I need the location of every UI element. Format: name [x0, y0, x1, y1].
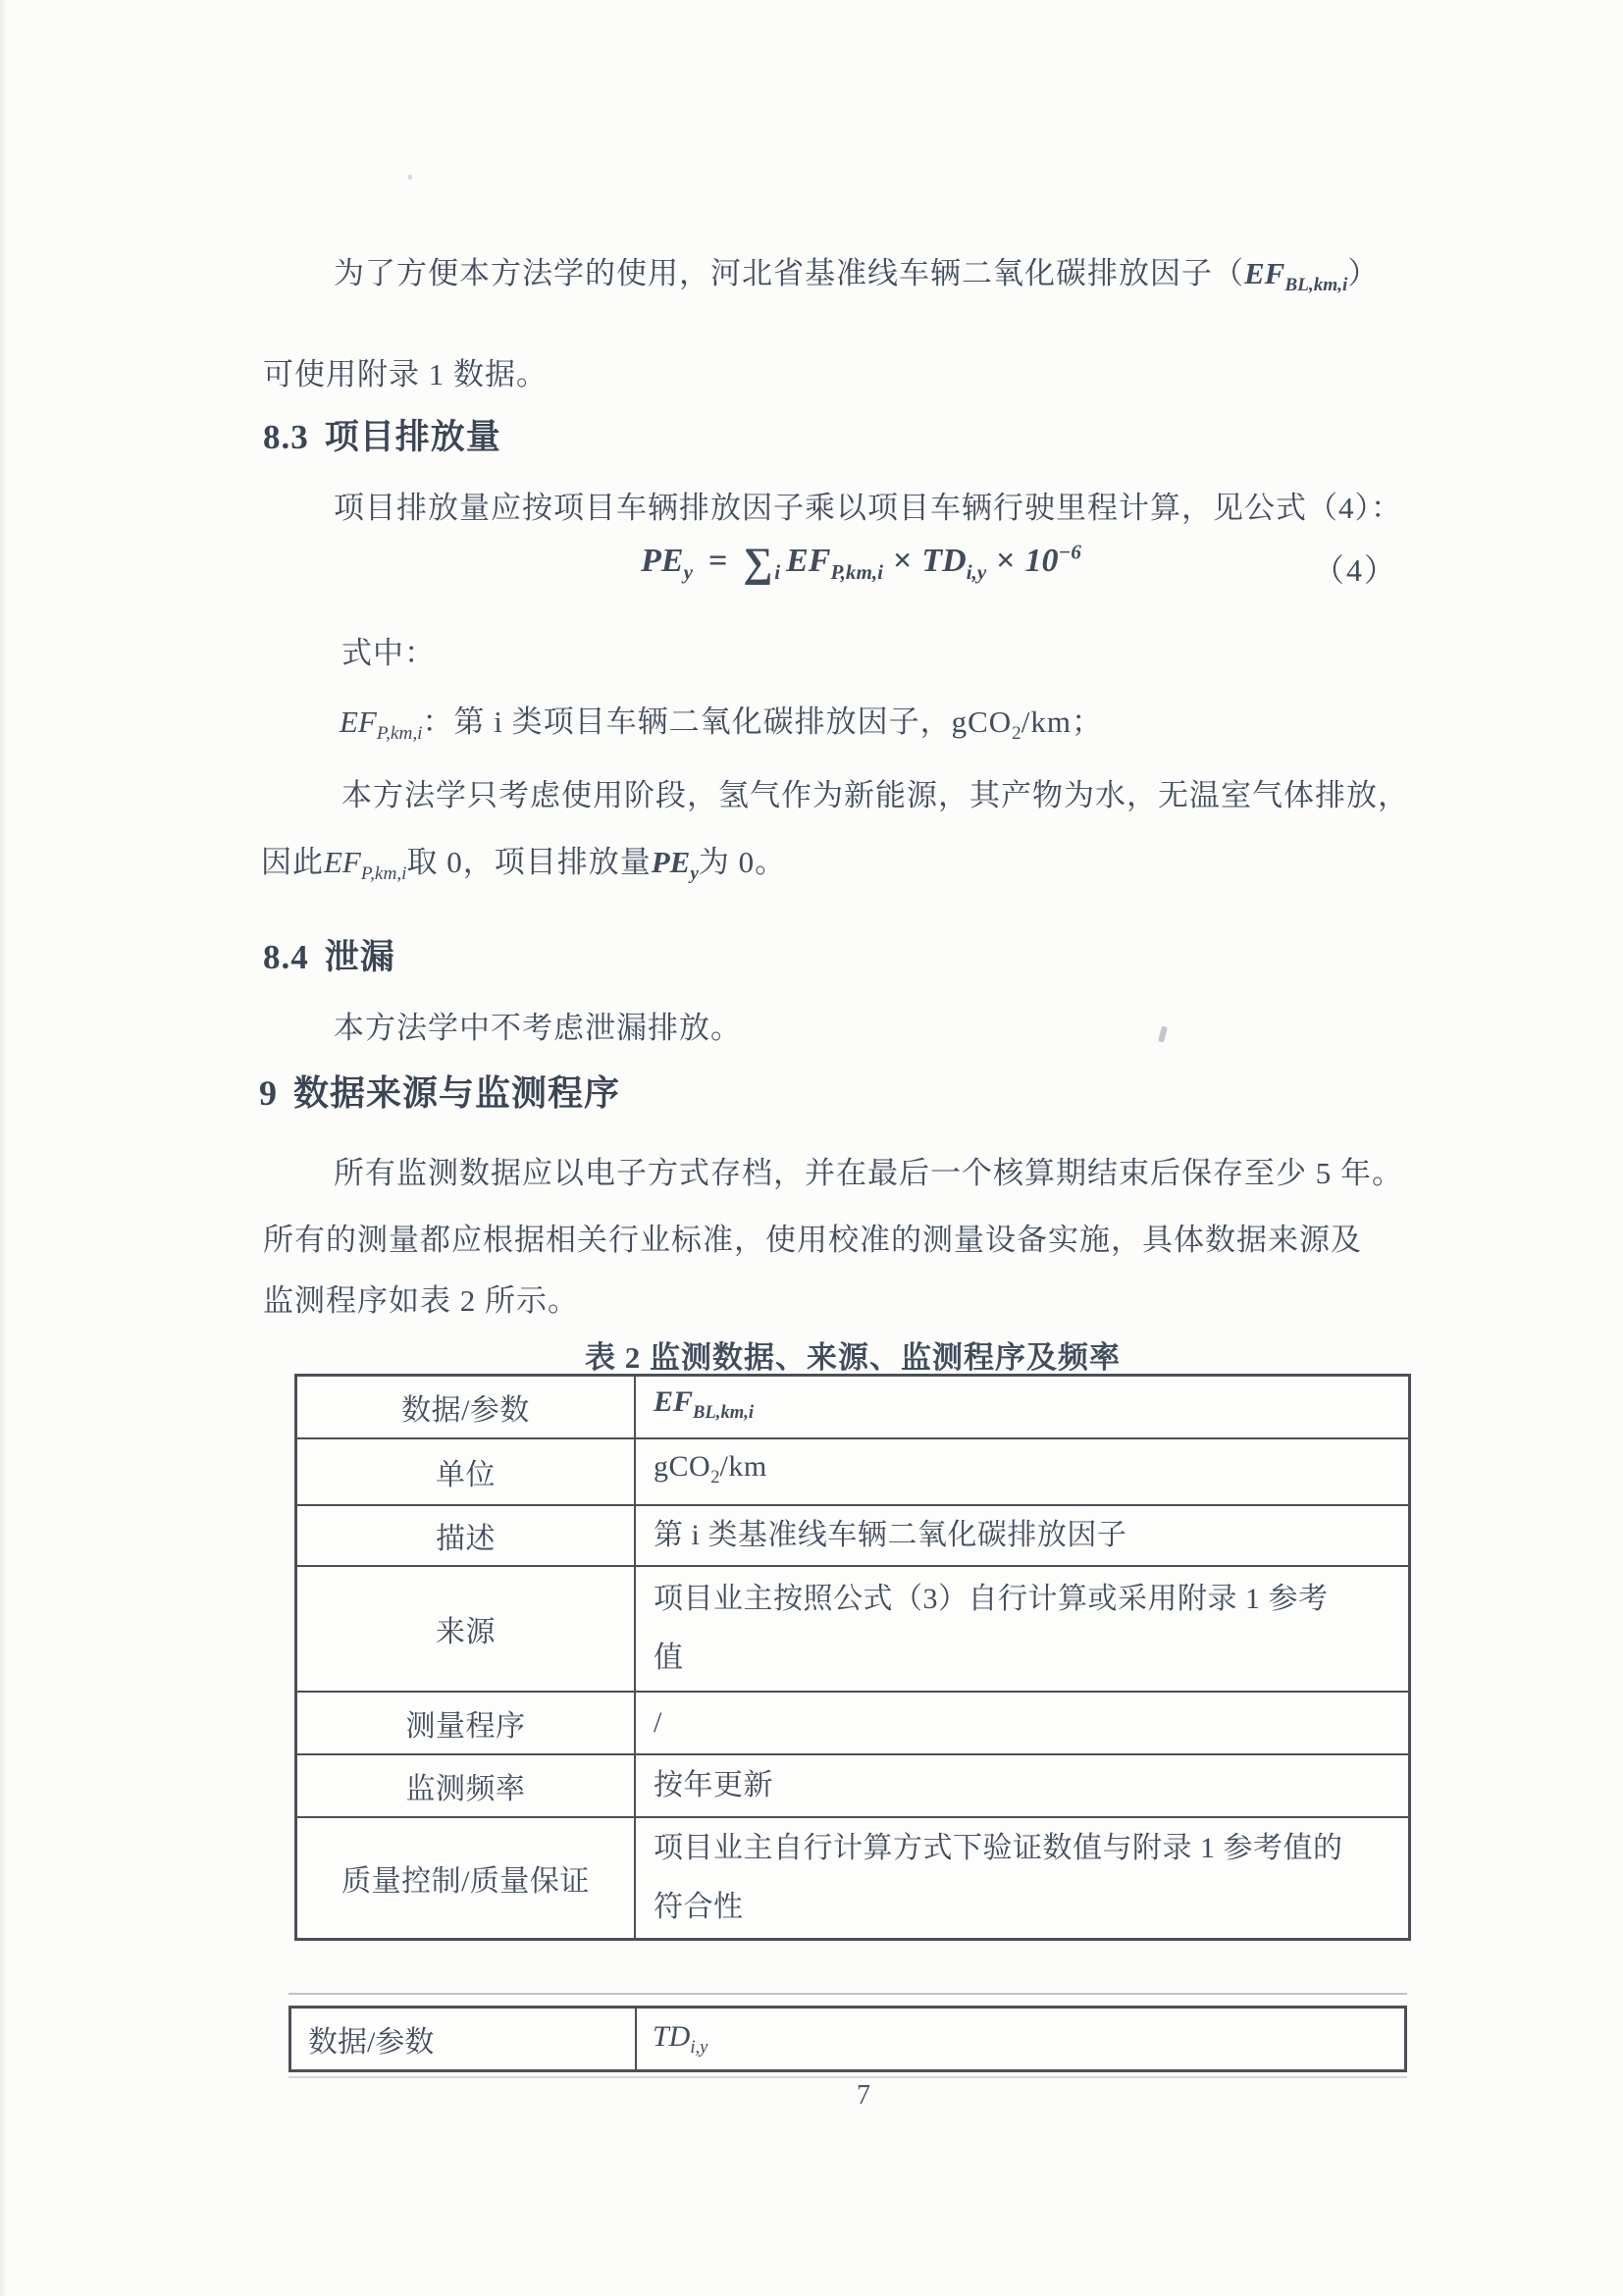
section-heading-9	[259, 1066, 620, 1116]
table-row	[297, 1753, 1408, 1816]
paragraph-intro-line1	[334, 248, 1379, 296]
row-value: 第 i 类基准线车辆二氧化碳排放因子	[654, 1519, 1127, 1551]
table-row	[297, 1816, 1408, 1938]
section-number: 8.4	[263, 938, 309, 976]
table-row	[297, 1565, 1408, 1691]
section-title: 项目排放量	[324, 418, 501, 456]
row-label: 来源	[297, 1567, 636, 1691]
table-row	[297, 1691, 1408, 1753]
section-number: 9	[259, 1073, 278, 1113]
intro-text: 为了方便本方法学的使用，河北省基准线车辆二氧化碳排放因子（	[334, 256, 1244, 290]
equals-sign: =	[707, 543, 728, 579]
formula-ef-bl: $EF_{BL,km,i}$	[654, 1384, 755, 1423]
row-label: 描述	[297, 1506, 636, 1565]
formula-pe-y: $PE_y$	[651, 845, 699, 885]
sigma-symbol: ∑	[743, 541, 773, 586]
row-label: 数据/参数	[297, 1377, 636, 1437]
scan-artifact	[1158, 1026, 1168, 1043]
table-row	[297, 1437, 1408, 1504]
scan-artifact-line	[288, 1993, 1407, 1995]
page-number: 7	[857, 2080, 870, 2111]
paragraph-9-line2: 所有的测量都应根据相关行业标准，使用校准的测量设备实施，具体数据来源及	[263, 1223, 1362, 1257]
paragraph-8-4: 本方法学中不考虑泄漏排放。	[334, 1011, 742, 1045]
table-2-title: 表 2 监测数据、来源、监测程序及频率	[585, 1340, 1121, 1375]
definition-ef-p: $EF_{P,km,i}$：第 i 类项目车辆二氧化碳排放因子，gCO$_2$/km；	[340, 704, 1103, 745]
row-label: 质量控制/质量保证	[297, 1818, 636, 1938]
paragraph-8-3: 项目排放量应按项目车辆排放因子乘以项目车辆行驶里程计算，见公式（4）：	[334, 491, 1402, 525]
table-row	[297, 1504, 1408, 1565]
equation-4: $PE_y = \sum_i$ $EF_{P,km,i} \times TD_{i,y} \times 10^{-6}$	[641, 540, 1081, 586]
section-title: 泄漏	[324, 938, 395, 976]
row-label: 测量程序	[297, 1693, 636, 1753]
section-heading-8-3	[263, 410, 501, 459]
scan-edge-shadow	[0, 0, 7, 2296]
scan-artifact-line	[288, 2076, 1407, 2078]
table-td-parameter	[288, 2006, 1407, 2072]
section-number: 8.3	[263, 418, 309, 456]
times-sign: ×	[996, 543, 1016, 579]
formula-td: $TD_{i,y}$	[653, 2019, 708, 2058]
row-value: 项目业主按照公式（3）自行计算或采用附录 1 参考 值	[654, 1583, 1329, 1674]
paragraph-note-line2: 因此$EF_{P,km,i}$取 0，项目排放量$PE_y$为 0。	[261, 845, 787, 885]
intro-close-paren: ）	[1347, 256, 1380, 290]
row-value: /	[654, 1706, 662, 1739]
row-value: 项目业主自行计算方式下验证数值与附录 1 参考值的 符合性	[654, 1832, 1343, 1923]
table-row	[297, 1377, 1408, 1437]
scan-artifact	[408, 175, 412, 180]
formula-ef-p: $EF_{P,km,i}$	[324, 845, 407, 885]
row-value	[636, 1377, 1408, 1437]
paragraph-intro-line2: 可使用附录 1 数据。	[263, 357, 548, 391]
section-title: 数据来源与监测程序	[293, 1073, 621, 1113]
row-label: 监测频率	[297, 1755, 636, 1816]
where-label: 式中：	[341, 636, 436, 670]
row-value: 按年更新	[654, 1769, 773, 1801]
table-monitoring-parameters	[294, 1374, 1411, 1941]
formula-ef-p: $EF_{P,km,i}$	[340, 704, 423, 745]
row-value	[637, 2009, 1404, 2069]
row-value: gCO$_2$/km	[654, 1449, 767, 1487]
row-label: 单位	[297, 1439, 636, 1504]
formula-ef-bl: $EF_{BL,km,i}$	[1244, 256, 1348, 296]
paragraph-9-line1: 所有监测数据应以电子方式存档，并在最后一个核算期结束后保存至少 5 年。	[334, 1156, 1403, 1190]
paragraph-note-line1: 本方法学只考虑使用阶段，氢气作为新能源，其产物为水，无温室气体排放，	[341, 778, 1409, 812]
row-label: 数据/参数	[291, 2009, 637, 2069]
section-heading-8-4	[263, 930, 395, 979]
times-sign: ×	[892, 543, 913, 579]
paragraph-9-line3: 监测程序如表 2 所示。	[263, 1283, 579, 1318]
equation-number: （4）	[1313, 552, 1398, 588]
